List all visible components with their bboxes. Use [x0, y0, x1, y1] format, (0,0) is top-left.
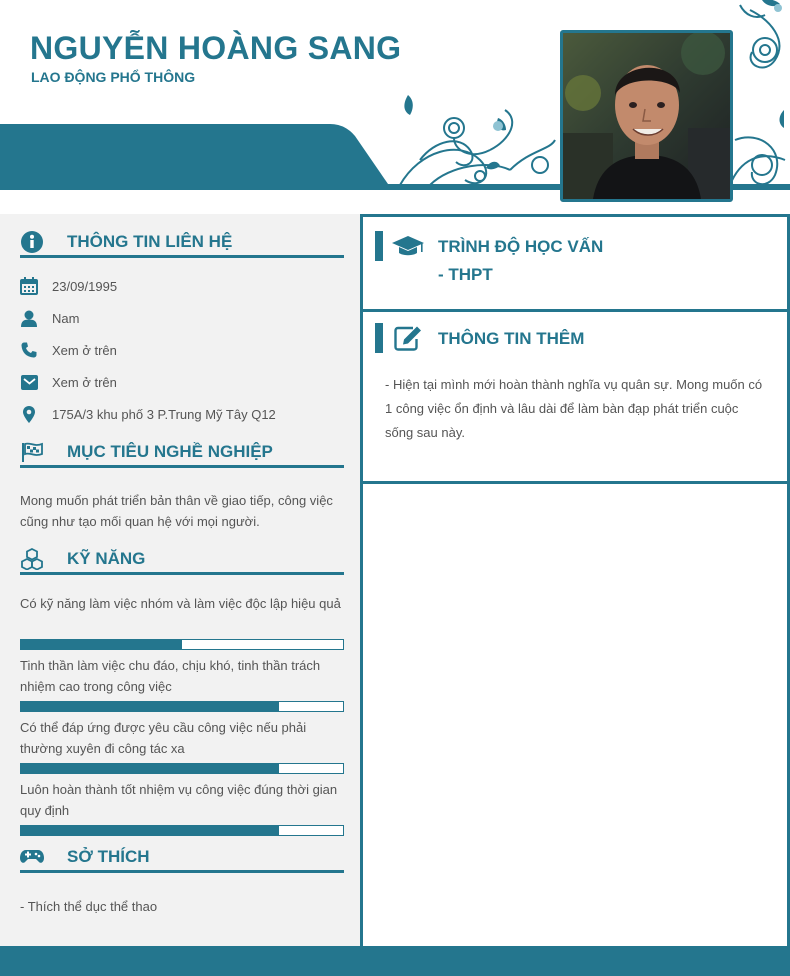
contact-section-header: [20, 228, 344, 258]
candidate-name: NGUYỄN HOÀNG SANG: [30, 30, 402, 66]
skill-item: [20, 655, 344, 697]
contact-birthdate-text: 23/09/1995: [52, 279, 118, 294]
contact-address-text: 175A/3 khu phố 3 P.Trung Mỹ Tây Q12: [52, 407, 276, 422]
education-detail: - THPT: [438, 265, 493, 284]
envelope-icon: [20, 373, 38, 391]
objective-section-header: [20, 438, 344, 468]
contact-gender-text: Nam: [52, 311, 80, 326]
skill-level-fill: [21, 640, 182, 649]
contact-email-text: Xem ở trên: [52, 375, 117, 390]
profile-photo-illustration: [563, 33, 730, 199]
skill-level-bar: [20, 763, 344, 774]
section-accent-stripe: [375, 323, 383, 353]
skill-item: [20, 779, 344, 821]
contact-birthdate: [20, 276, 344, 296]
contact-gender: [20, 308, 344, 328]
skill-text: Có thể đáp ứng được yêu cầu công việc nếu phải thường xuyên đi công tác xa: [20, 720, 307, 756]
cv-footer-band: [0, 946, 790, 976]
hobbies-section-header: [20, 843, 344, 873]
user-icon: [20, 309, 38, 327]
skill-level-bar: [20, 701, 344, 712]
skills-section-title: KỸ NĂNG: [67, 549, 146, 568]
contact-section-title: THÔNG TIN LIÊN HỆ: [67, 232, 233, 251]
profile-photo: [560, 30, 733, 202]
right-column: [360, 214, 790, 946]
objective-section-title: MỤC TIÊU NGHỀ NGHIỆP: [67, 442, 273, 461]
contact-phone-text: Xem ở trên: [52, 343, 117, 358]
skill-text: Có kỹ năng làm việc nhóm và làm việc độc lập hiệu quả: [20, 596, 341, 611]
skills-section-header: [20, 545, 344, 575]
additional-info-section-header: [375, 323, 775, 357]
contact-address: [20, 404, 344, 424]
skill-text: Tinh thần làm việc chu đáo, chịu khó, tinh thần trách nhiệm cao trong công việc: [20, 658, 321, 694]
hobbies-text: - Thích thể dục thể thao: [20, 899, 158, 914]
skill-level-fill: [21, 826, 279, 835]
additional-info-text: - Hiện tại mình mới hoàn thành nghĩa vụ quân sự. Mong muốn có 1 công việc ổn định và lâu dài để làm bàn đạp phát triển cuộc sống sau này.: [385, 377, 763, 440]
skill-level-bar: [20, 639, 344, 650]
skill-level-fill: [21, 764, 279, 773]
additional-info-section-title: THÔNG TIN THÊM: [438, 329, 585, 348]
graduation-cap-icon: [391, 233, 425, 259]
flag-checkered-icon: [20, 441, 44, 463]
section-divider: [363, 481, 787, 484]
job-title: LAO ĐỘNG PHỔ THÔNG: [31, 69, 196, 85]
skill-text: Luôn hoàn thành tốt nhiệm vụ công việc đúng thời gian quy định: [20, 782, 338, 818]
cv-header: [0, 0, 790, 200]
skill-level-bar: [20, 825, 344, 836]
education-section-title: TRÌNH ĐỘ HỌC VẤN: [438, 237, 604, 256]
map-marker-icon: [20, 405, 38, 423]
cubes-icon: [20, 548, 44, 570]
section-divider: [363, 309, 787, 312]
info-circle-icon: [20, 231, 44, 253]
calendar-icon: [20, 277, 38, 295]
hobbies-section-title: SỞ THÍCH: [67, 847, 150, 866]
objective-text: Mong muốn phát triển bản thân về giao tiếp, công việc cũng như tạo mối quan hệ với mọi người.: [20, 493, 333, 529]
section-accent-stripe: [375, 231, 383, 261]
edit-icon: [391, 325, 425, 351]
contact-email: [20, 372, 344, 392]
left-column: [0, 214, 360, 946]
skill-item: [20, 593, 344, 614]
education-section-header: [375, 231, 775, 265]
gamepad-icon: [20, 846, 44, 868]
skill-level-fill: [21, 702, 279, 711]
phone-icon: [20, 341, 38, 359]
contact-phone: [20, 340, 344, 360]
skill-item: [20, 717, 344, 759]
